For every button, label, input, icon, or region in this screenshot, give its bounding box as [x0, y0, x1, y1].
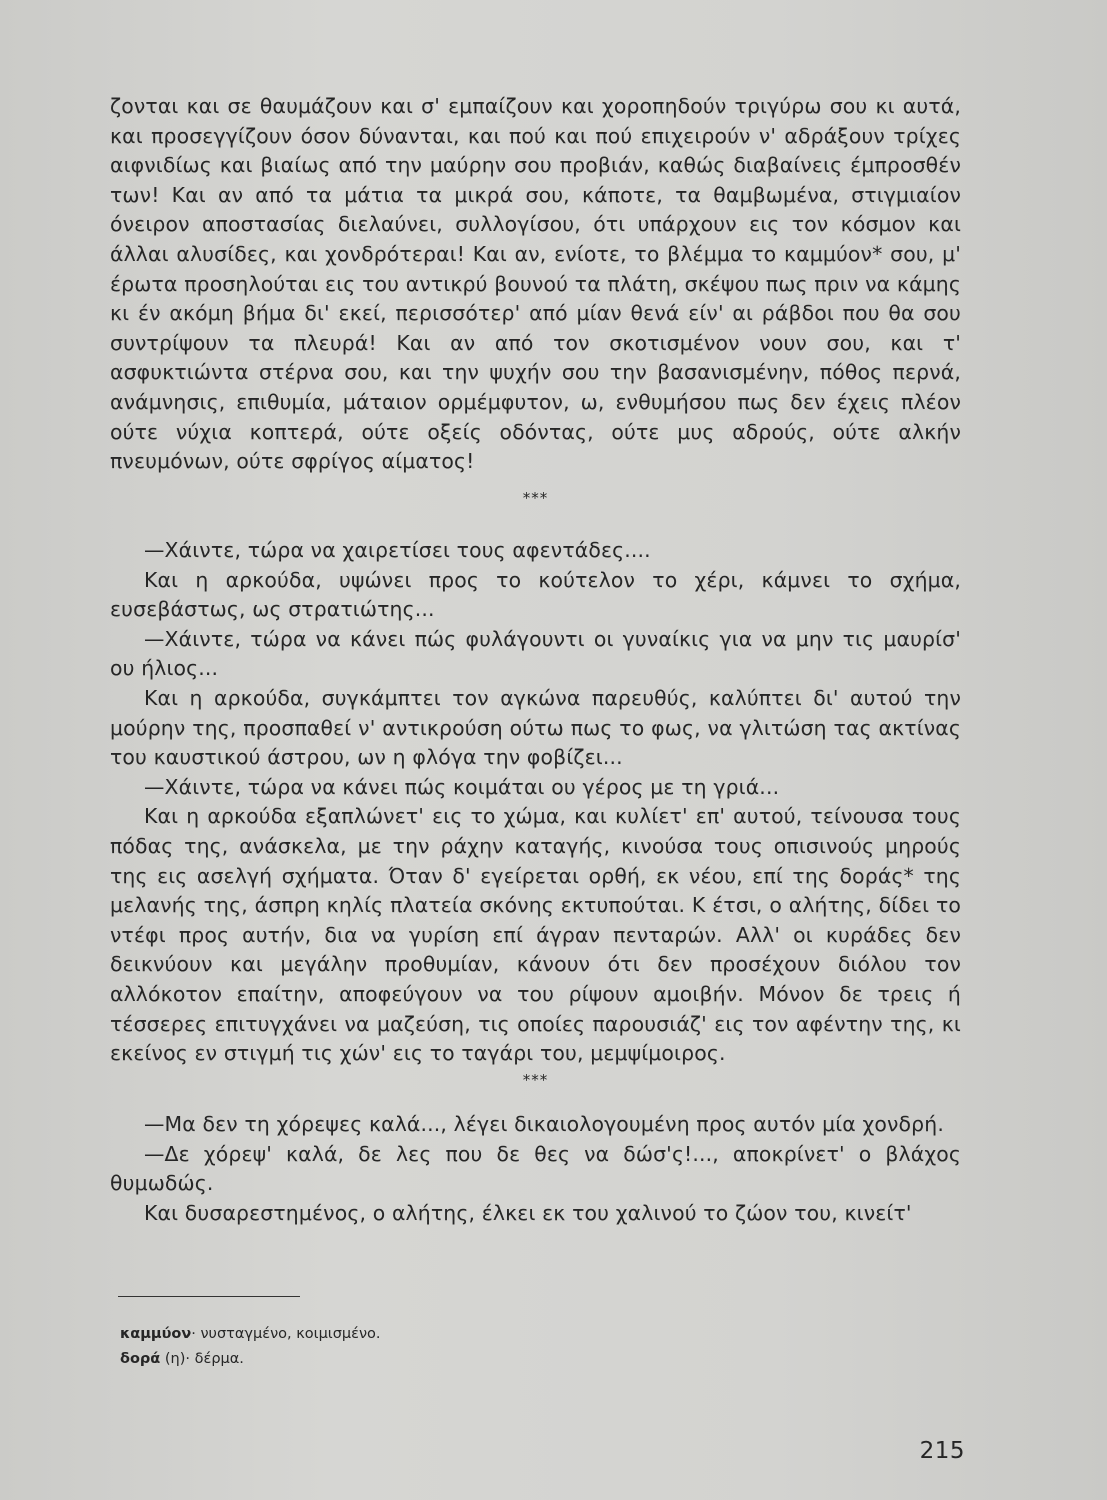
main-text-block-2 — [110, 536, 961, 1069]
dialogue-line: —Μα δεν τη χόρεψες καλά..., λέγει δικαιολογουμένη προς αυτόν μία χονδρή. — [144, 1112, 944, 1136]
dialogue-line: —Χάιντε, τώρα να χαιρετίσει τους αφεντάδες.... — [144, 538, 651, 562]
footnote-term: καμμύον — [120, 1326, 192, 1342]
footnote-note: (η) — [164, 1351, 186, 1367]
footnote-definition: δέρμα. — [194, 1351, 244, 1367]
dialogue-line: —Δε χόρεψ' καλά, δε λες που δε θες να δώσ'ς!..., αποκρίνετ' ο βλάχος θυμωδώς. — [110, 1141, 961, 1196]
footnote-term: δορά — [120, 1351, 161, 1367]
footnote-definition: νυσταγμένο, κοιμισμένο. — [200, 1326, 381, 1342]
paragraph: Και η αρκούδα, συγκάμπτει τον αγκώνα παρευθύς, καλύπτει δι' αυτού την μούρην της, προσπαθεί ν' αντικρούση ούτω πως το φως, να γλιτώση τας ακτίνας του καυστικού άστρου, ων η φλόγα την φοβίζει... — [110, 685, 961, 770]
paragraph: Και η αρκούδα, υψώνει προς το κούτελον το χέρι, κάμνει το σχήμα, ευσεβάστως, ως στρατιώτης... — [110, 567, 961, 622]
main-text-block-1 — [110, 92, 961, 477]
section-separator: *** — [522, 1071, 549, 1089]
footnote-divider — [118, 1296, 300, 1297]
footnotes — [120, 1322, 381, 1372]
footnote-colon: · — [185, 1351, 190, 1367]
dialogue-line: —Χάιντε, τώρα να κάνει πώς φυλάγουντι οι γυναίκις για να μην τις μαυρίσ' ου ήλιος... — [110, 626, 961, 681]
footnote-colon: · — [191, 1326, 196, 1342]
main-text-block-3 — [110, 1110, 961, 1228]
paragraph: ζονται και σε θαυμάζουν και σ' εμπαίζουν και χοροπηδούν τριγύρω σου κι αυτά, και προσεγγίζουν όσον δύνανται, και πού και πού επιχειρούν ν' αδράξουν τρίχες αιφνιδίως και βιαίως από την μαύρην σου προβιάν, καθώς διαβαίνεις έμπροσθέν των! Και αν από τα μάτια τα μικρά σου, κάποτε, τα θαμβωμένα, στιγμιαίον όνειρον αποστασίας διελαύνει, συλλογίσου, ότι υπάρχουν εις τον κόσμον και άλλαι αλυσίδες, και χονδρότεραι! Και αν, ενίοτε, το βλέμμα το καμμύον* σου, μ' έρωτα προσηλούται εις του αντικρύ βουνού τα πλάτη, σκέψου πως πριν να κάμης κι έν ακόμη βήμα δι' εκεί, περισσότερ' από μίαν θενά είν' αι ράβδοι που θα σου συντρίψουν τα πλευρά! Και αν από τον σκοτισμένον νουν σου, και τ' ασφυκτιώντα στέρνα σου, και την ψυχήν σου την βασανισμένην, πόθος περνά, ανάμνησις, επιθυμία, μάταιον ορμέμφυτον, ω, ενθυμήσου πως δεν έχεις πλέον ούτε νύχια κοπτερά, ούτε οξείς οδόντας, ούτε μυς αδρούς, ούτε αλκήν πνευμόνων, ούτε σφρίγος αίματος! — [110, 94, 961, 474]
paragraph: Και η αρκούδα εξαπλώνετ' εις το χώμα, και κυλίετ' επ' αυτού, τείνουσα τους πόδας της, ανάσκελα, με την ράχην καταγής, κινούσα τους οπισινούς μηρούς της εις ασελγή σχήματα. Όταν δ' εγείρεται ορθή, εκ νέου, επί της δοράς* της μελανής της, άσπρη κηλίς πλατεία σκόνης εκτυπούται. Κ έτσι, ο αλήτης, δίδει το ντέφι προς αυτήν, δια να γυρίση επί άγραν πενταρών. Αλλ' οι κυράδες δεν δεικνύουν και μεγάλην προθυμίαν, κάνουν ότι δεν προσέχουν διόλου τον αλλόκοτον επαίτην, αποφεύγουν να του ρίψουν αμοιβήν. Μόνον δε τρεις ή τέσσερες επιτυγχάνει να μαζεύση, τις οποίες παρουσιάζ' εις τον αφέντην της, κι εκείνος εν στιγμή τις χών' εις το ταγάρι του, μεμψίμοιρος. — [110, 804, 961, 1066]
section-separator: *** — [522, 489, 549, 507]
paragraph: Και δυσαρεστημένος, ο αλήτης, έλκει εκ του χαλινού το ζώον του, κινείτ' — [144, 1200, 912, 1225]
dialogue-line: —Χάιντε, τώρα να κάνει πώς κοιμάται ου γέρος με τη γριά... — [144, 774, 780, 799]
page-number: 215 — [919, 1438, 965, 1464]
footnote-item — [120, 1322, 381, 1347]
footnote-item — [120, 1347, 381, 1372]
